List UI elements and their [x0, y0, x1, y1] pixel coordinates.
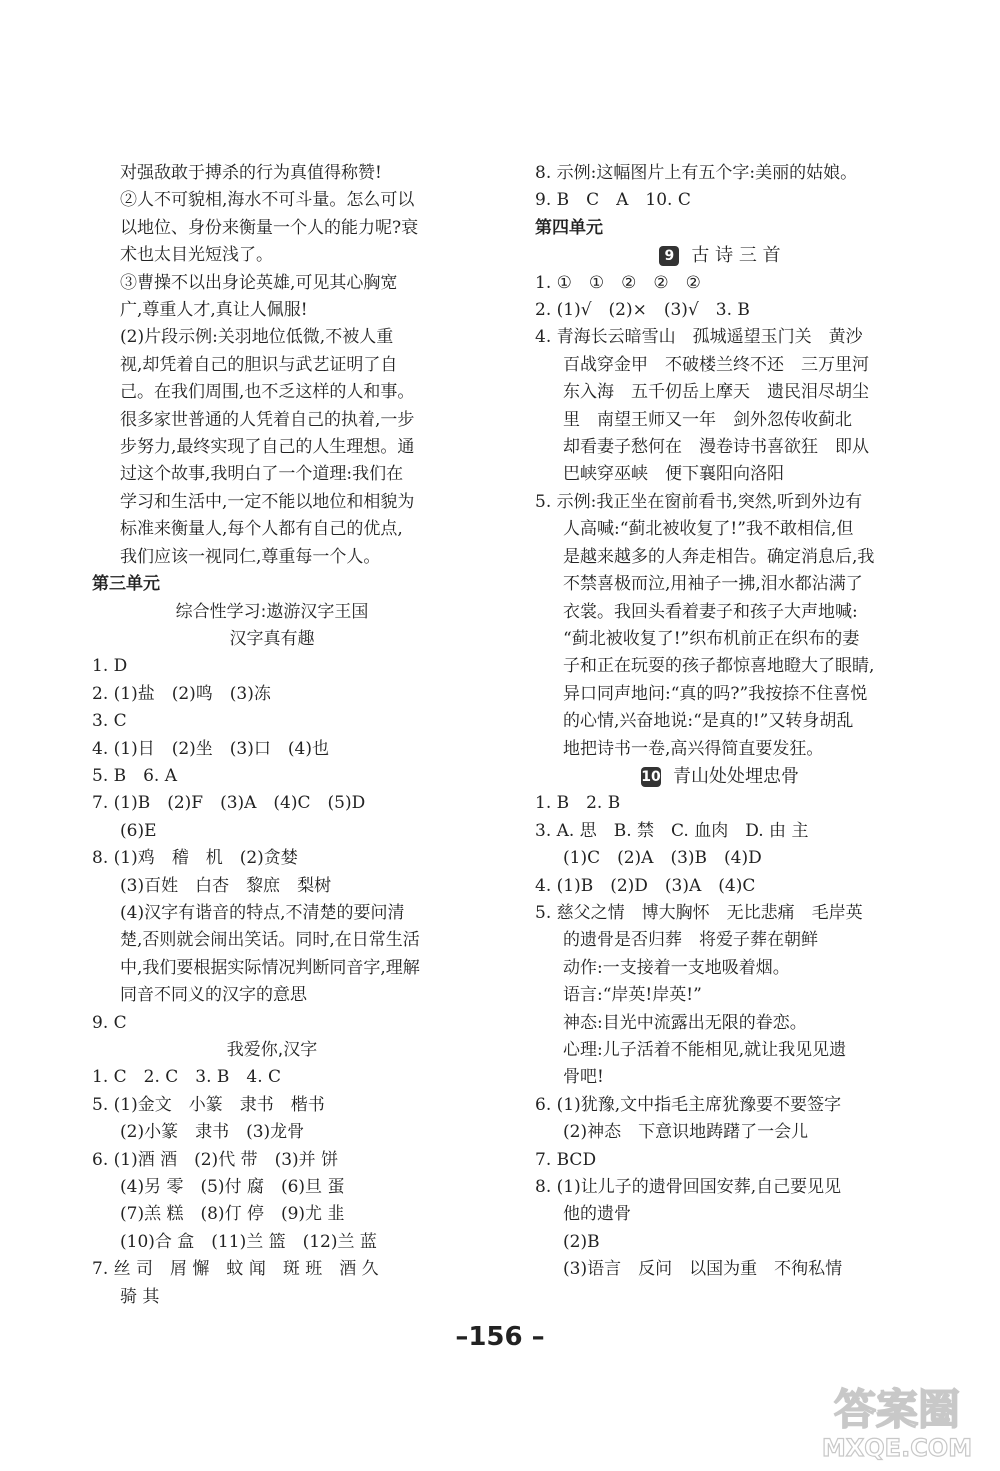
line-text: 9. B C A 10. C: [535, 190, 691, 211]
answer-line: [535, 324, 905, 351]
line-text: (6)E: [120, 820, 157, 841]
answer-line: [535, 955, 905, 982]
line-text: “蓟北被收复了!”织布机前正在织布的妻: [563, 628, 860, 649]
watermark-logo: [812, 1378, 982, 1462]
line-text: 4. 青海长云暗雪山 孤城遥望玉门关 黄沙: [535, 327, 863, 348]
answer-line: [535, 681, 905, 708]
line-text: (4)汉字有谐音的特点,不清楚的要问清: [120, 902, 405, 923]
line-text: (2)片段示例:关羽地位低微,不被人重: [120, 327, 394, 348]
answer-line: [92, 461, 492, 488]
line-text: (7)羔 糕 (8)仃 停 (9)尤 韭: [120, 1204, 345, 1225]
line-text: 视,却凭着自己的胆识与武艺证明了自: [120, 354, 398, 375]
watermark-bottom: MXQE.COM: [821, 1434, 973, 1462]
line-text: 3. C: [92, 711, 127, 732]
line-text: ②人不可貌相,海水不可斗量。怎么可以: [120, 190, 415, 211]
section-heading: [92, 599, 452, 626]
lesson-number-badge: 9: [659, 246, 679, 266]
line-text: 8. (1)鸡 稽 机 (2)贪婪: [92, 848, 298, 869]
answer-line: [92, 516, 492, 543]
line-text: 很多家世普通的人凭着自己的执着,一步: [120, 409, 415, 430]
line-text: 以地位、身份来衡量一个人的能力呢?衰: [120, 217, 419, 238]
line-text: 9. C: [92, 1012, 127, 1033]
answer-line: [535, 708, 905, 735]
answer-line: [92, 927, 492, 954]
line-text: 心理:儿子活着不能相见,就让我见见遗: [563, 1040, 847, 1060]
line-text: 中,我们要根据实际情况判断同音字,理解: [120, 957, 420, 978]
line-text: 1. C 2. C 3. B 4. C: [92, 1067, 282, 1088]
answer-line: [535, 516, 905, 543]
answer-line: [535, 297, 905, 324]
line-text: 第四单元: [535, 217, 603, 238]
answer-line: [535, 187, 905, 214]
line-text: 衣裳。我回头看着妻子和孩子大声地喊:: [563, 601, 858, 622]
answer-line: [92, 982, 492, 1009]
answer-line: [535, 927, 905, 954]
line-text: 不禁喜极而泣,用袖子一拂,泪水都沾满了: [563, 574, 863, 595]
unit-heading: [92, 571, 492, 598]
answer-line: [535, 571, 905, 598]
line-text: 他的遗骨: [563, 1204, 631, 1225]
answer-line: [535, 1174, 905, 1201]
answer-line: [92, 1174, 492, 1201]
answer-line: [535, 1256, 905, 1283]
answer-line: [535, 1201, 905, 1228]
answer-line: [92, 242, 492, 269]
line-text: 标准来衡量人,每个人都有自己的优点,: [120, 519, 403, 540]
answer-line: [92, 790, 492, 817]
answer-line: [535, 270, 905, 297]
answer-line: [92, 736, 492, 763]
answer-line: [92, 489, 492, 516]
section-heading: [92, 626, 452, 653]
answer-line: [92, 900, 492, 927]
line-text: 1. B 2. B: [535, 793, 621, 814]
answer-line: [92, 955, 492, 982]
answer-line: [92, 160, 492, 187]
line-text: 第三单元: [92, 574, 160, 595]
line-text: 的心情,兴奋地说:“是真的!”又转身胡乱: [563, 711, 854, 732]
answer-line: [92, 681, 492, 708]
line-text: 汉字真有趣: [229, 628, 315, 649]
answer-line: [92, 379, 492, 406]
line-text: 7. 丝 司 屑 懈 蚊 闻 斑 班 酒 久: [92, 1259, 379, 1280]
line-text: 骑 其: [120, 1286, 160, 1307]
line-text: 5. (1)金文 小篆 隶书 楷书: [92, 1094, 325, 1115]
line-text: 却看妻子愁何在 漫卷诗书喜欲狂 即从: [563, 437, 869, 458]
answer-line: [535, 626, 905, 653]
answer-line: [92, 324, 492, 351]
answer-line: [535, 599, 905, 626]
answer-line: [535, 379, 905, 406]
answer-line: [92, 763, 492, 790]
line-text: 我们应该一视同仁,尊重每一个人。: [120, 546, 381, 567]
line-text: 5. 慈父之情 博大胸怀 无比悲痛 毛岸英: [535, 902, 863, 923]
line-text: 2. (1)√ (2)× (3)√ 3. B: [535, 300, 750, 321]
line-text: (2)B: [563, 1231, 600, 1252]
answer-line: [92, 1147, 492, 1174]
lesson-number-badge: 10: [641, 768, 661, 785]
line-text: 6. (1)犹豫,文中指毛主席犹豫要不要签字: [535, 1094, 842, 1115]
line-text: 7. BCD: [535, 1149, 597, 1170]
answer-line: [535, 845, 905, 872]
answer-line: [535, 982, 905, 1009]
answer-line: [535, 818, 905, 845]
line-text: 广,尊重人才,真让人佩服!: [120, 300, 308, 321]
unit-heading: [535, 215, 905, 242]
line-text: 步努力,最终实现了自己的人生理想。通: [120, 437, 415, 458]
answer-line: [535, 461, 905, 488]
line-text: 里 南望王师又一年 剑外忽传收蓟北: [563, 409, 852, 430]
answer-line: [535, 1147, 905, 1174]
left-column: [92, 160, 492, 1311]
answer-line: [535, 434, 905, 461]
line-text: 术也太目光短浅了。: [120, 245, 273, 266]
answer-line: [535, 736, 905, 763]
line-text: 巴峡穿巫峡 便下襄阳向洛阳: [563, 464, 784, 485]
answer-line: [92, 215, 492, 242]
line-text: 语言:“岸英!岸英!”: [563, 985, 702, 1006]
answer-line: [535, 873, 905, 900]
answer-line: [535, 160, 905, 187]
line-text: 的遗骨是否归葬 将爱子葬在朝鲜: [563, 930, 818, 951]
line-text: 是越来越多的人奔走相告。确定消息后,我: [563, 546, 875, 567]
section-heading: [92, 1037, 452, 1064]
answer-line: [92, 352, 492, 379]
answer-line: [92, 1064, 492, 1091]
page-number: –156 –: [455, 1322, 545, 1352]
answer-line: [92, 434, 492, 461]
line-text: 1. ① ① ② ② ②: [535, 272, 701, 293]
line-text: 综合性学习:遨游汉字王国: [175, 601, 369, 622]
answer-line: [92, 544, 492, 571]
answer-line: [535, 1092, 905, 1119]
answer-line: [92, 708, 492, 735]
line-text: (10)合 盒 (11)兰 篮 (12)兰 蓝: [120, 1231, 377, 1252]
line-text: (2)神态 下意识地踌躇了一会儿: [563, 1122, 809, 1143]
answer-line: [535, 1010, 905, 1037]
answer-line: [535, 489, 905, 516]
watermark-top: 答案圈: [833, 1385, 961, 1434]
line-text: 同音不同义的汉字的意思: [120, 985, 307, 1006]
answer-line: [535, 407, 905, 434]
line-text: 学习和生活中,一定不能以地位和相貌为: [120, 491, 415, 512]
line-text: 己。在我们周围,也不乏这样的人和事。: [120, 382, 415, 403]
line-text: 4. (1)日 (2)坐 (3)口 (4)也: [92, 738, 329, 759]
line-text: 动作:一支接着一支地吸着烟。: [563, 957, 790, 978]
line-text: 4. (1)B (2)D (3)A (4)C: [535, 875, 756, 896]
answer-line: [535, 544, 905, 571]
right-column: [535, 160, 905, 1284]
line-text: 人高喊:“蓟北被收复了!”我不敢相信,但: [563, 519, 854, 540]
answer-line: [535, 1037, 905, 1064]
line-text: 东入海 五千仞岳上摩天 遗民泪尽胡尘: [563, 382, 869, 403]
line-text: 楚,否则就会闹出笑话。同时,在日常生活: [120, 930, 420, 951]
answer-line: [92, 845, 492, 872]
line-text: 1. D: [92, 656, 128, 677]
answer-line: [535, 790, 905, 817]
line-text: 6. (1)酒 酒 (2)代 带 (3)并 饼: [92, 1149, 339, 1170]
line-text: 百战穿金甲 不破楼兰终不还 三万里河: [563, 354, 869, 375]
line-text: 地把诗书一卷,高兴得简直要发狂。: [563, 738, 824, 759]
answer-line: [535, 352, 905, 379]
line-text: 骨吧!: [563, 1067, 604, 1088]
line-text: 8. 示例:这幅图片上有五个字:美丽的姑娘。: [535, 163, 858, 183]
line-text: 8. (1)让儿子的遗骨回国安葬,自己要见见: [535, 1177, 842, 1198]
line-text: 2. (1)盐 (2)鸣 (3)冻: [92, 683, 271, 704]
line-text: 5. B 6. A: [92, 765, 178, 786]
line-text: (3)语言 反问 以国为重 不徇私情: [563, 1259, 843, 1280]
line-text: 5. 示例:我正坐在窗前看书,突然,听到外边有: [535, 491, 863, 512]
answer-line: [535, 1064, 905, 1091]
answer-line: [535, 900, 905, 927]
line-text: 神态:目光中流露出无限的眷恋。: [563, 1012, 807, 1033]
answer-line: [92, 1284, 492, 1311]
lesson-heading: [535, 242, 905, 269]
line-text: 7. (1)B (2)F (3)A (4)C (5)D: [92, 793, 366, 814]
line-text: 3. A. 思 B. 禁 C. 血肉 D. 由 主: [535, 820, 809, 841]
answer-line: [92, 270, 492, 297]
answer-line: [92, 1092, 492, 1119]
line-text: 我爱你,汉字: [226, 1040, 318, 1060]
line-text: (3)百姓 白杏 黎庶 梨树: [120, 875, 332, 896]
lesson-heading: [535, 763, 905, 790]
answer-line: [92, 187, 492, 214]
line-text: (2)小篆 隶书 (3)龙骨: [120, 1122, 305, 1143]
answer-line: [92, 1256, 492, 1283]
line-text: 过这个故事,我明白了一个道理:我们在: [120, 464, 404, 485]
line-text: 异口同声地问:“真的吗?”我按捺不住喜悦: [563, 683, 868, 704]
answer-line: [92, 297, 492, 324]
answer-line: [92, 653, 492, 680]
line-text: ③曹操不以出身论英雄,可见其心胸宽: [120, 272, 398, 293]
answer-line: [92, 1229, 492, 1256]
line-text: 子和正在玩耍的孩子都惊喜地瞪大了眼睛,: [563, 656, 875, 677]
line-text: 青山处处埋忠骨: [673, 765, 799, 787]
answer-line: [92, 1201, 492, 1228]
line-text: 古 诗 三 首: [691, 245, 781, 267]
line-text: (1)C (2)A (3)B (4)D: [563, 848, 762, 869]
answer-line: [92, 1010, 492, 1037]
answer-line: [535, 653, 905, 680]
line-text: (4)另 零 (5)付 腐 (6)旦 蛋: [120, 1177, 345, 1198]
answer-line: [92, 1119, 492, 1146]
answer-line: [92, 407, 492, 434]
answer-line: [535, 1229, 905, 1256]
answer-line: [92, 818, 492, 845]
answer-line: [535, 1119, 905, 1146]
answer-line: [92, 873, 492, 900]
line-text: 对强敌敢于搏杀的行为真值得称赞!: [120, 163, 382, 183]
